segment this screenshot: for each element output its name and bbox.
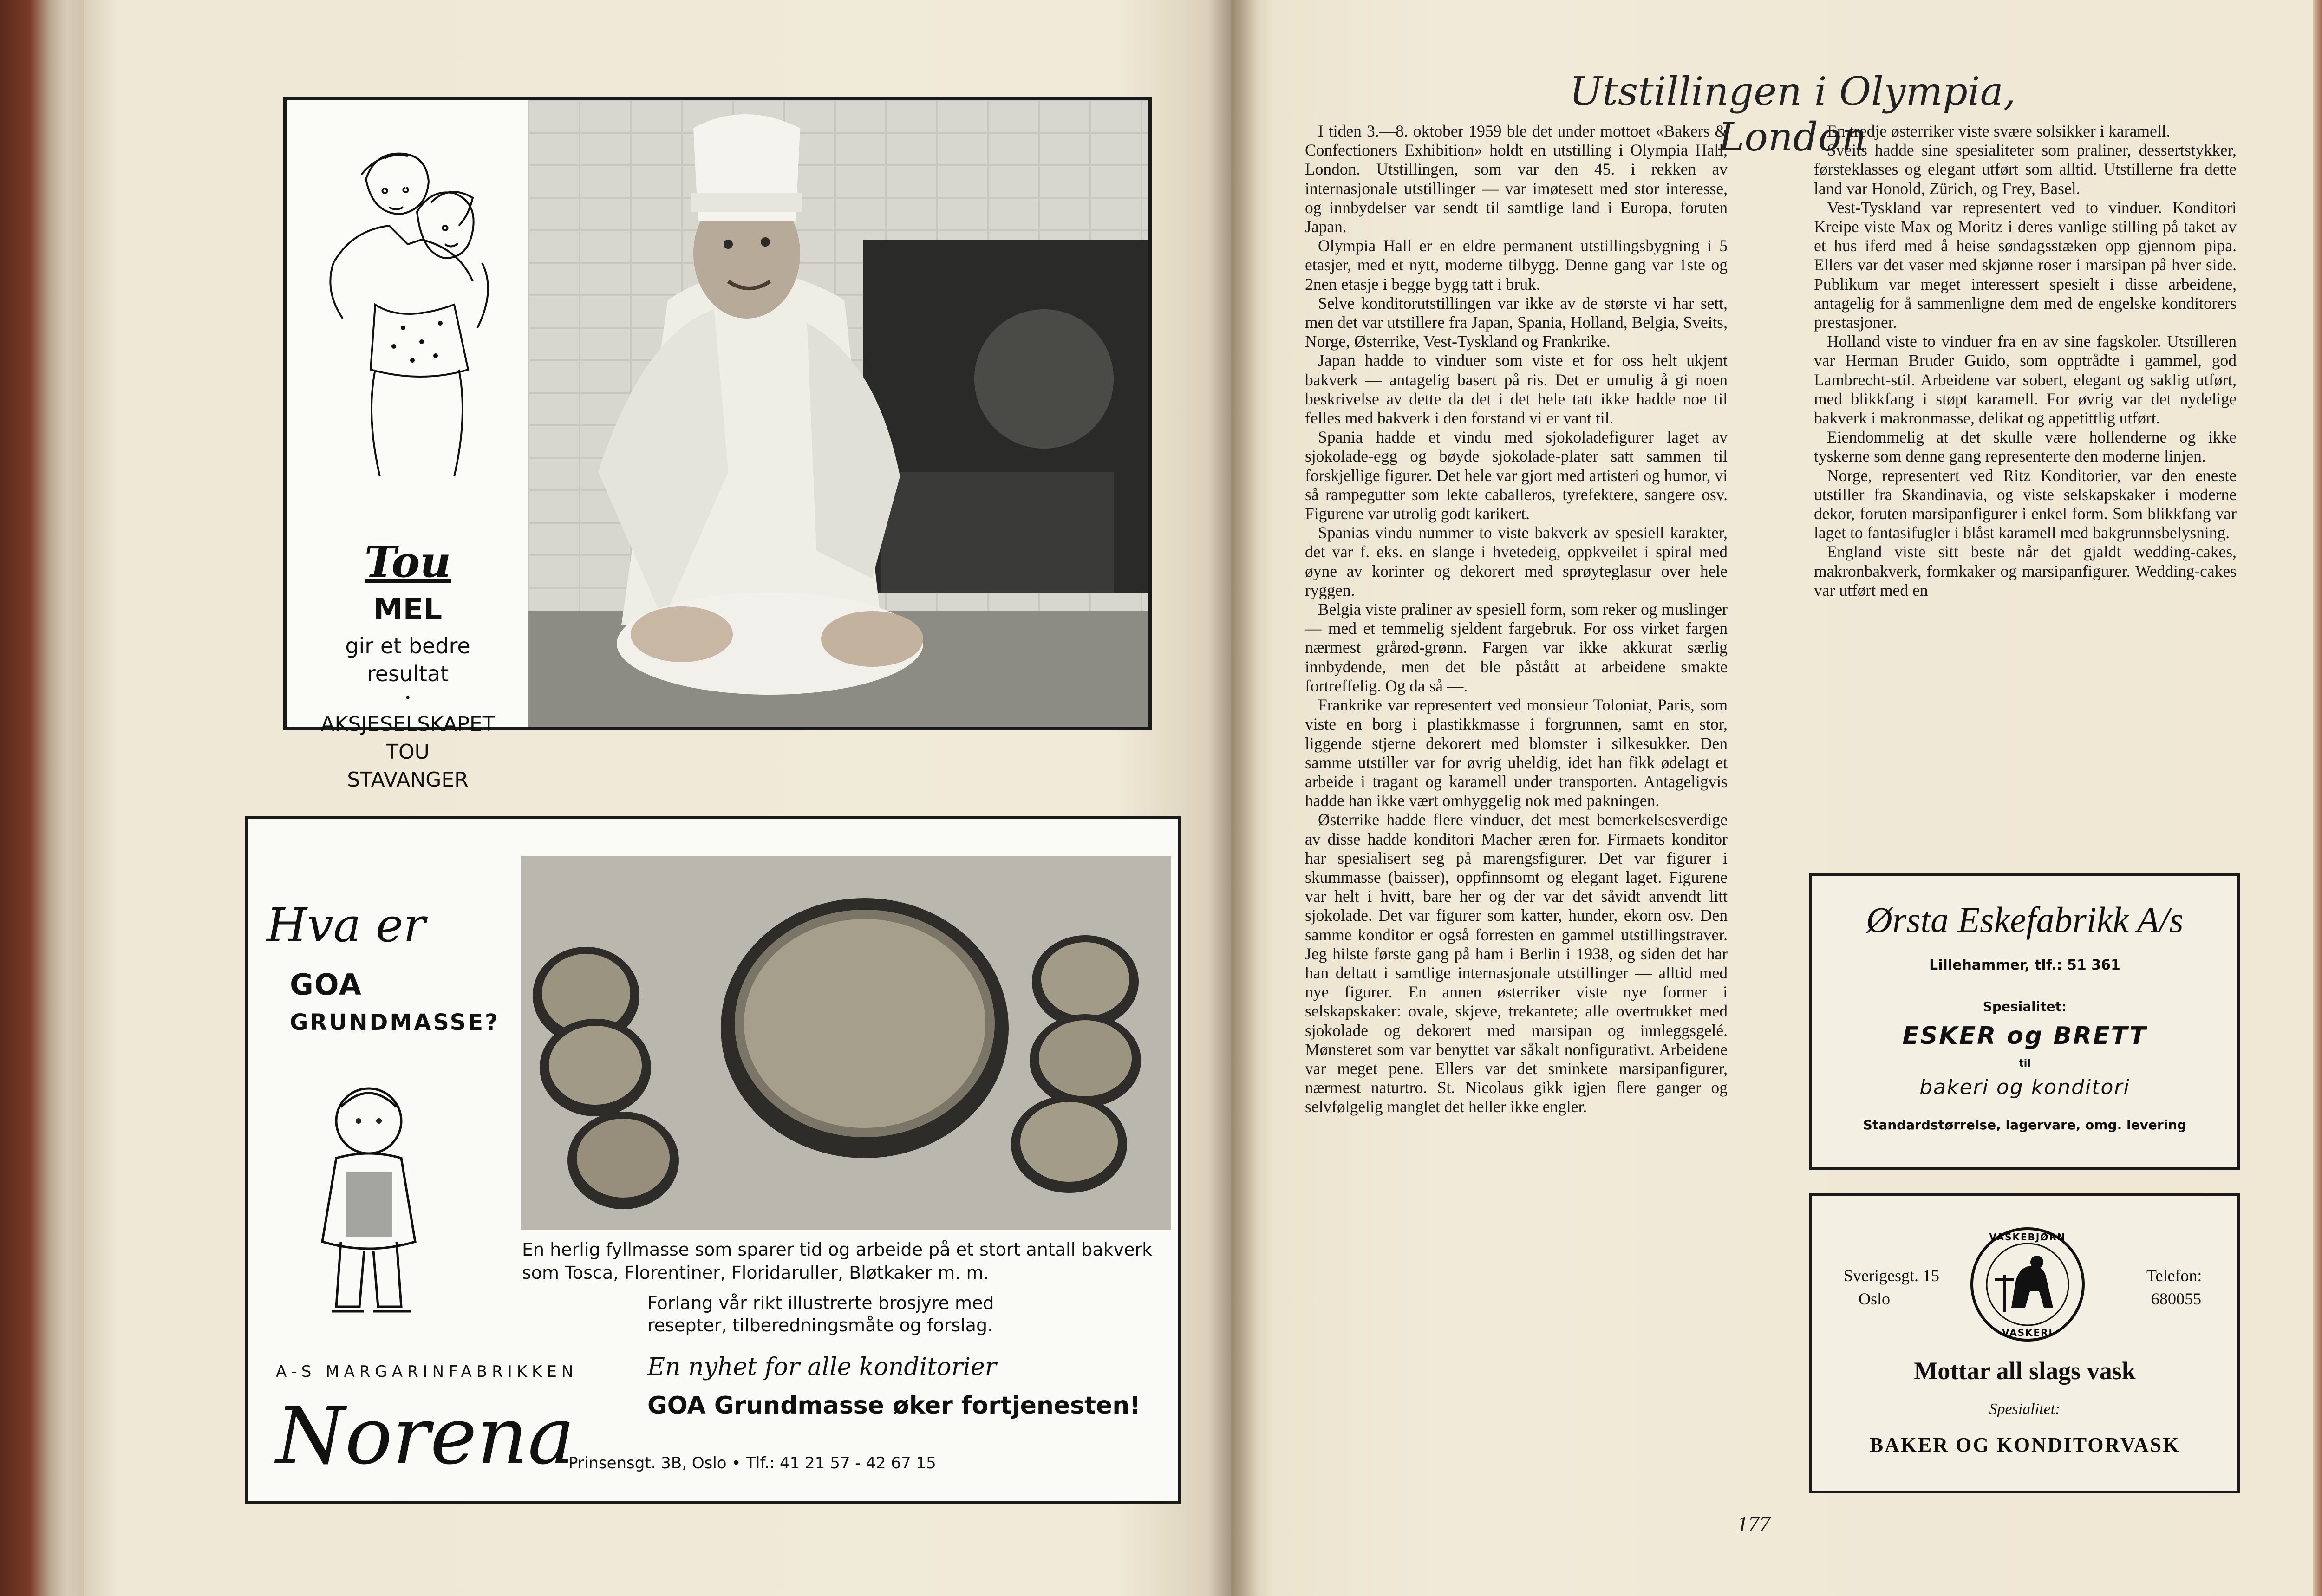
paragraph: Selve konditorutstillingen var ikke av de største vi har sett, men det var utstillere fra Japan, Spania, Holland, Belgia, Sveits, Norge, Østerrike, Vest-Tyskland og Frankrike. xyxy=(1305,293,1728,351)
article-title: Utstillingen i Olympia, London xyxy=(1569,69,2016,160)
children-illustration xyxy=(306,128,510,490)
baker-photograph xyxy=(528,100,1148,727)
paragraph: Japan hadde to vinduer som viste et for oss helt ukjent bakverk — antagelig basert på ris. Det er umulig å gi noen beskrivelse av dette da det i det hele tatt ikke hadde noe til felles med bakverk i den forstand vi er vant til. xyxy=(1305,351,1728,428)
tou-tagline-1: gir et bedre xyxy=(345,633,470,658)
goa-heading-1: GOA xyxy=(290,968,362,1002)
paragraph: England viste sitt beste når det gjaldt wedding-cakes, makronbakverk, formkaker og marsipanfigurer. Wedding-cakes var utført med en xyxy=(1814,542,2237,599)
goa-address: Prinsensgt. 3B, Oslo • Tlf.: 41 21 57 - 42 67 15 xyxy=(568,1454,936,1472)
tou-bullet: • xyxy=(405,690,411,705)
book-edge-right xyxy=(2313,0,2322,1596)
vask-headline: Mottar all slags vask xyxy=(1914,1357,2136,1385)
orsta-name: Ørsta Eskefabrikk A/s xyxy=(1866,899,2184,940)
vask-spec: BAKER OG KONDITORVASK xyxy=(1869,1433,2180,1456)
baker-photo-image xyxy=(528,100,1148,727)
book-gutter xyxy=(1207,0,1259,1596)
boy-illustration xyxy=(304,1079,434,1330)
vask-logo-top: VASKEBJØRN xyxy=(1989,1231,2066,1243)
goa-body-2: som Tosca, Florentiner, Floridaruller, Bløtkaker m. m. xyxy=(522,1263,989,1283)
tou-tagline-2: resultat xyxy=(366,661,449,686)
orsta-product: ESKER og BRETT xyxy=(1902,1022,2147,1050)
vask-address-2: Oslo xyxy=(1859,1290,1891,1308)
vaskeri-advertisement xyxy=(1809,1193,2240,1493)
vask-phone: 680055 xyxy=(2151,1290,2201,1308)
goa-body-4: resepter, tilberedningsmåte og forslag. xyxy=(647,1315,993,1335)
tou-brand-logo: Tou xyxy=(364,537,451,587)
tou-company-1: AKSJESELSKAPET xyxy=(320,712,495,736)
article-column-left xyxy=(1305,122,1728,1117)
vaskebjorn-logo xyxy=(1967,1224,2088,1345)
goa-company: A-S MARGARINFABRIKKEN xyxy=(276,1362,578,1381)
paragraph: I tiden 3.—8. oktober 1959 ble det under mottoet «Bakers & Confectioners Exhibition» holdt en utstilling i Olympia Hall, London. Utstillingen, som var den 45. i rekken av internasjonale utstillinger — var imøtesett med stor interesse, og innbydelser var sendt til samtlige land i Europa, foruten Japan. xyxy=(1305,122,1728,236)
orsta-spec-label: Spesialitet: xyxy=(1983,999,2067,1014)
orsta-location: Lillehammer, tlf.: 51 361 xyxy=(1929,957,2120,973)
paragraph: Spania hadde et vindu med sjokoladefigurer laget av sjokolade-egg og bøyde sjokolade-plater satt sammen til forskjellige figurer. Det hele var gjort med artisteri og humor, vi så rampegutter som lekte caballeros, tyrefektere, sangere osv. Figurene var utrolig godt karikert. xyxy=(1305,428,1728,523)
vask-spec-label: Spesialitet: xyxy=(1989,1401,2061,1418)
paragraph: Belgia viste praliner av spesiell form, som reker og muslinger — med et temmelig sjeldent fargebruk. For oss virket fargen nærmest grårød-grønn. Fargen var ikke akkurat særlig innbydende, men det ble påstått at arbeidene smakte fortreffelig. Og da så —. xyxy=(1305,600,1728,695)
paragraph: Holland viste to vinduer fra en av sine fagskoler. Utstilleren var Herman Bruder Guido, som opptrådte i gammel, god Lambrecht-stil. Arbeidene var sobert, elegant og saklig utført, med blikkfang i støpt karamell. For øvrig var det nydelige bakverk i makronmasse, delikat og appetittlig utført. xyxy=(1814,332,2237,428)
vask-address-1: Sverigesgt. 15 xyxy=(1844,1266,1939,1285)
goa-script-slogan: En nyhet for alle konditorier xyxy=(647,1353,997,1381)
tou-company-2: TOU xyxy=(386,740,430,764)
paragraph: Vest-Tyskland var representert ved to vinduer. Konditori Kreipe viste Max og Moritz i deres vanlige stilling på taket av et hus iferd med å heise søndagsstæken opp gjennom pipa. Ellers var det vaser med skjønne roser i marsipan på hver side. Publikum var meget interessert spesielt i disse arbeidene, antagelig for å sammenligne dem med de engelske konditorers prestasjoner. xyxy=(1814,198,2237,332)
vask-phone-label: Telefon: xyxy=(2146,1266,2202,1285)
pastry-photo-image xyxy=(521,856,1171,1230)
tou-product: MEL xyxy=(373,593,443,627)
goa-heading-2: GRUNDMASSE? xyxy=(290,1010,500,1036)
paragraph: En tredje østerriker viste svære solsikker i karamell. xyxy=(1827,122,2171,140)
paragraph: Østerrike hadde flere vinduer, det mest bemerkelsesverdige av disse hadde konditori Macher æren for. Firmaets konditor har spesialisert seg på marengsfigurer. Det var figurer i skummasse (baisser), oppfinnsomt og elegant laget. Figurene var helt i hvitt, bare her og der var det såvidt anvendt litt sjokolade. Det var figurer som katter, hunder, ekorn osv. Den samme konditor er også forresten en gammel utstillingstraver. Jeg hilste første gang på ham i Berlin i 1938, og siden det har han deltatt i samtlige internasjonale utstillinger — alltid med nye figurer. En annen østerriker viste nye former i selskapskaker: ovale, skjeve, trekantete; alle overtrukket med sjokolade og dekorert med marsipan og innleggsgelé. Mønsteret som var benyttet var såkalt nonfigurativt. Arbeidene var meget pene. Ellers var det sminkete marsipanfigurer, nærmest naturtro. St. Nicolaus gikk igjen flere ganger og selvfølgelig manglet det heller ikke engler. xyxy=(1305,810,1728,1116)
goa-slogan: GOA Grundmasse øker fortjenesten! xyxy=(647,1392,1141,1420)
tou-ad-panel xyxy=(287,100,528,792)
paragraph: Sveits hadde sine spesialiteter som praliner, dessertstykker, førsteklasses og elegant utført som alltid. Utstillerne fra dette land var Honold, Zürich, og Frey, Basel. xyxy=(1814,141,2237,198)
orsta-til: til xyxy=(2019,1058,2031,1069)
book-edge-left xyxy=(0,0,84,1596)
goa-body-3: Forlang vår rikt illustrerte brosjyre med xyxy=(647,1293,994,1313)
goa-script-heading: Hva er xyxy=(267,898,426,952)
vask-logo-bottom: VASKERI xyxy=(2002,1327,2053,1338)
orsta-advertisement xyxy=(1809,873,2240,1170)
paragraph: Frankrike var representert ved monsieur Toloniat, Paris, som viste en borg i plastikkmasse i forgrunnen, samt en stor, liggende stjerne dekorert med blomster i silkesukker. Den samme utstiller var for øvrig uheldig, idet han fikk ødelagt et arbeide i tragant og karamell under transporten. Antageligvis hadde han ikke vært omhyggelig nok med pakningen. xyxy=(1305,696,1728,810)
page-number: 177 xyxy=(1737,1512,1770,1537)
orsta-footer: Standardstørrelse, lagervare, omg. levering xyxy=(1863,1117,2187,1133)
paragraph: Spanias vindu nummer to viste bakverk av spesiell karakter, det var f. eks. en slange i hvetedeig, oppkveilet i spiral med øyne av korinter og dekorert med sprøyteglasur over hele ryggen. xyxy=(1305,523,1728,599)
paragraph: Olympia Hall er en eldre permanent utstillingsbygning i 5 etasjer, med et nytt, moderne tilbygg. Denne gang var 1ste og 2nen etasje i begge bygg tatt i bruk. xyxy=(1305,236,1728,293)
orsta-target: bakeri og konditori xyxy=(1919,1075,2130,1099)
tou-company-3: STAVANGER xyxy=(347,768,469,792)
article-column-right xyxy=(1814,122,2237,600)
paragraph: Eiendommelig at det skulle være hollenderne og ikke tyskerne som denne gang representerte den moderne linjen. xyxy=(1814,428,2237,466)
pastry-photograph xyxy=(521,856,1171,1230)
paragraph: Norge, representert ved Ritz Konditorier, var den eneste utstiller fra Skandinavia, og viste selskapskaker i moderne dekor, foruten marsipanfigurer i enkel form. Som blikkfang var laget to fantasifugler i blåst karamell med bakgrunnsbelysning. xyxy=(1814,466,2237,542)
norena-logo: Norena xyxy=(276,1390,575,1482)
tou-advertisement xyxy=(283,97,1152,792)
goa-body-1: En herlig fyllmasse som sparer tid og arbeide på et stort antall bakverk xyxy=(522,1239,1153,1260)
goa-advertisement xyxy=(245,816,1181,1504)
